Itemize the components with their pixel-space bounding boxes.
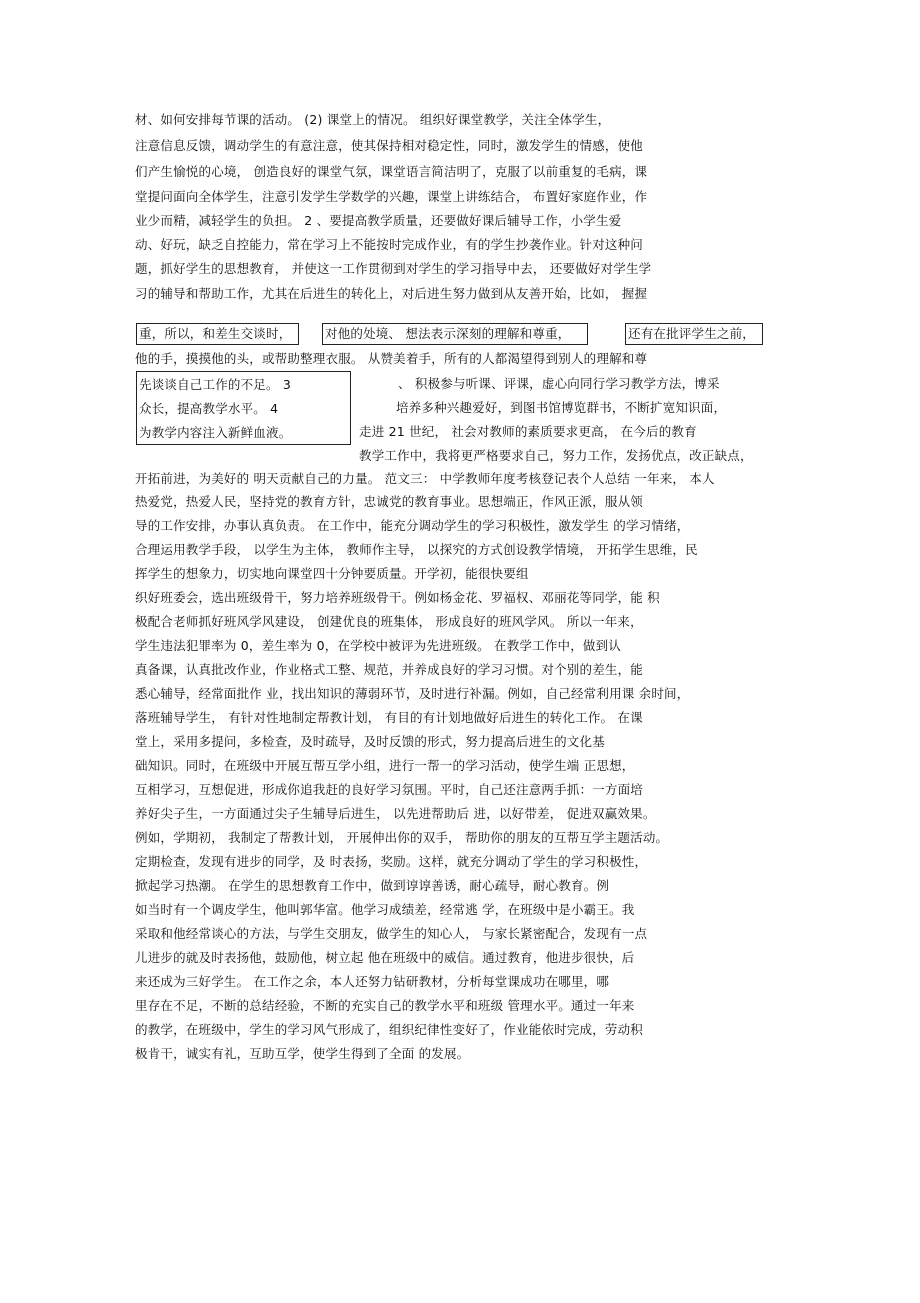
box-text: 对他的处境、 想法表示深刻的理解和尊重， <box>325 326 571 341</box>
text-line: 他的手，摸摸他的头，或帮助整理衣服。 从赞美着手，所有的人都渴望得到别人的理解和尊 <box>135 351 648 366</box>
text-line: 走进 21 世纪， 社会对教师的素质要求更高， 在今后的教育 <box>359 424 697 439</box>
text-box <box>625 323 763 345</box>
text-line: 采取和他经常谈心的方法，与学生交朋友，做学生的知心人， 与家长紧密配合，发现有一点 <box>135 926 648 941</box>
text-line: 极配合老师抓好班风学风建设， 创建优良的班集体， 形成良好的班风学风。 所以一年来， <box>135 614 643 629</box>
text-line: 题，抓好学生的思想教育， 并使这一工作贯彻到对学生的学习指导中去， 还要做好对学生学 <box>135 261 652 276</box>
text-line: 合理运用教学手段， 以学生为主体， 教师作主导， 以探究的方式创设教学情境， 开拓学生思维，民 <box>135 542 698 557</box>
text-line: 们产生愉悦的心境， 创造良好的课堂气氛，课堂语言简洁明了，克服了以前重复的毛病，课 <box>135 164 648 179</box>
text-line: 悉心辅导，经常面批作 业，找出知识的薄弱环节，及时进行补漏。例如，自己经常利用课 余时间， <box>135 686 690 701</box>
text-line: 例如，学期初， 我制定了帮教计划， 开展伸出你的双手， 帮助你的朋友的互帮互学主题活动。 <box>135 830 669 845</box>
text-line: 来还成为三好学生。 在工作之余，本人还努力钻研教材，分析每堂课成功在哪里，哪 <box>135 974 610 989</box>
text-line: 极肯干，诚实有礼，互助互学，使学生得到了全面 的发展。 <box>135 1046 470 1061</box>
text-line: 导的工作安排，办事认真负责。 在工作中，能充分调动学生的学习积极性，激发学生 的学习情绪， <box>135 518 690 533</box>
text-box <box>136 371 351 445</box>
box-text: 还有在批评学生之前， <box>628 326 756 341</box>
text-line: 真备课，认真批改作业，作业格式工整、规范，并养成良好的学习习惯。对个别的差生，能 <box>135 662 644 677</box>
text-line: 掀起学习热潮。 在学生的思想教育工作中，做到谆谆善诱，耐心疏导，耐心教育。例 <box>135 878 610 893</box>
text-box <box>322 323 588 345</box>
text-line: 培养多种兴趣爱好，到图书馆博览群书，不断扩宽知识面， <box>396 400 727 415</box>
box-text: 重，所以，和差生交谈时， <box>139 326 292 341</box>
text-line: 学生违法犯罪率为 0，差生率为 0，在学校中被评为先进班级。 在教学工作中，做到认 <box>135 638 622 653</box>
text-line: 业少而精，减轻学生的负担。 2 、要提高教学质量，还要做好课后辅导工作，小学生爱 <box>135 213 622 228</box>
text-line: 础知识。同时，在班级中开展互帮互学小组，进行一帮一的学习活动，使学生端 正思想， <box>135 758 635 773</box>
text-line: 教学工作中，我将更严格要求自己，努力工作，发扬优点，改正缺点， <box>359 448 753 463</box>
text-line: 材、如何安排每节课的活动。 (2) 课堂上的情况。 组织好课堂教学，关注全体学生， <box>135 112 611 127</box>
text-line: 、 积极参与听课、评课，虚心向同行学习教学方法，博采 <box>398 376 720 391</box>
text-line: 织好班委会，选出班级骨干，努力培养班级骨干。例如杨金花、罗福权、邓丽花等同学，能 积 <box>135 590 660 605</box>
text-box <box>136 323 299 345</box>
text-line: 定期检查，发现有进步的同学，及 时表扬，奖励。这样，就充分调动了学生的学习积极性， <box>135 854 648 869</box>
text-line: 儿进步的就及时表扬他，鼓励他，树立起 他在班级中的威信。通过教育，他进步很快，后 <box>135 950 635 965</box>
text-line: 注意信息反馈，调动学生的有意注意，使其保持相对稳定性，同时，激发学生的情感，使他 <box>135 138 644 153</box>
text-line: 挥学生的想象力，切实地向课堂四十分钟要质量。开学初，能很快要组 <box>135 566 529 581</box>
text-line: 里存在不足，不断的总结经验，不断的充实自己的教学水平和班级 管理水平。通过一年来 <box>135 998 635 1013</box>
text-line: 养好尖子生，一方面通过尖子生辅导后进生， 以先进帮助后 进，以好带差， 促进双赢效果。 <box>135 806 656 821</box>
text-line: 热爱党，热爱人民，坚持党的教育方针，忠诚党的教育事业。思想端正，作风正派，服从领 <box>135 494 644 509</box>
text-line: 落班辅导学生， 有针对性地制定帮教计划， 有目的有计划地做好后进生的转化工作。 在课 <box>135 710 643 725</box>
text-line: 的教学，在班级中，学生的学习风气形成了，组织纪律性变好了，作业能依时完成，劳动积 <box>135 1022 644 1037</box>
text-line: 开拓前进，为美好的 明天贡献自己的力量。 范文三： 中学教师年度考核登记表个人总结 一年来， 本人 <box>135 471 715 486</box>
box-text: 为教学内容注入新鲜血液。 <box>139 425 292 440</box>
box-text: 先谈谈自己工作的不足。 3 <box>139 377 292 392</box>
text-line: 动、好玩，缺乏自控能力，常在学习上不能按时完成作业，有的学生抄袭作业。针对这种问 <box>135 237 644 252</box>
box-text: 众长，提高教学水平。 4 <box>139 401 279 416</box>
text-line: 堂提问面向全体学生，注意引发学生学数学的兴趣，课堂上讲练结合， 布置好家庭作业，作 <box>135 189 648 204</box>
text-line: 堂上，采用多提问，多检查，及时疏导，及时反馈的形式，努力提高后进生的文化基 <box>135 734 605 749</box>
text-line: 如当时有一个调皮学生，他叫郭华富。他学习成绩差，经常逃 学，在班级中是小霸王。我 <box>135 902 635 917</box>
text-line: 互相学习，互想促进，形成你追我赶的良好学习氛围。平时，自己还注意两手抓：一方面培 <box>135 782 644 797</box>
text-line: 习的辅导和帮助工作，尤其在后进生的转化上，对后进生努力做到从友善开始，比如， 握握 <box>135 286 648 301</box>
